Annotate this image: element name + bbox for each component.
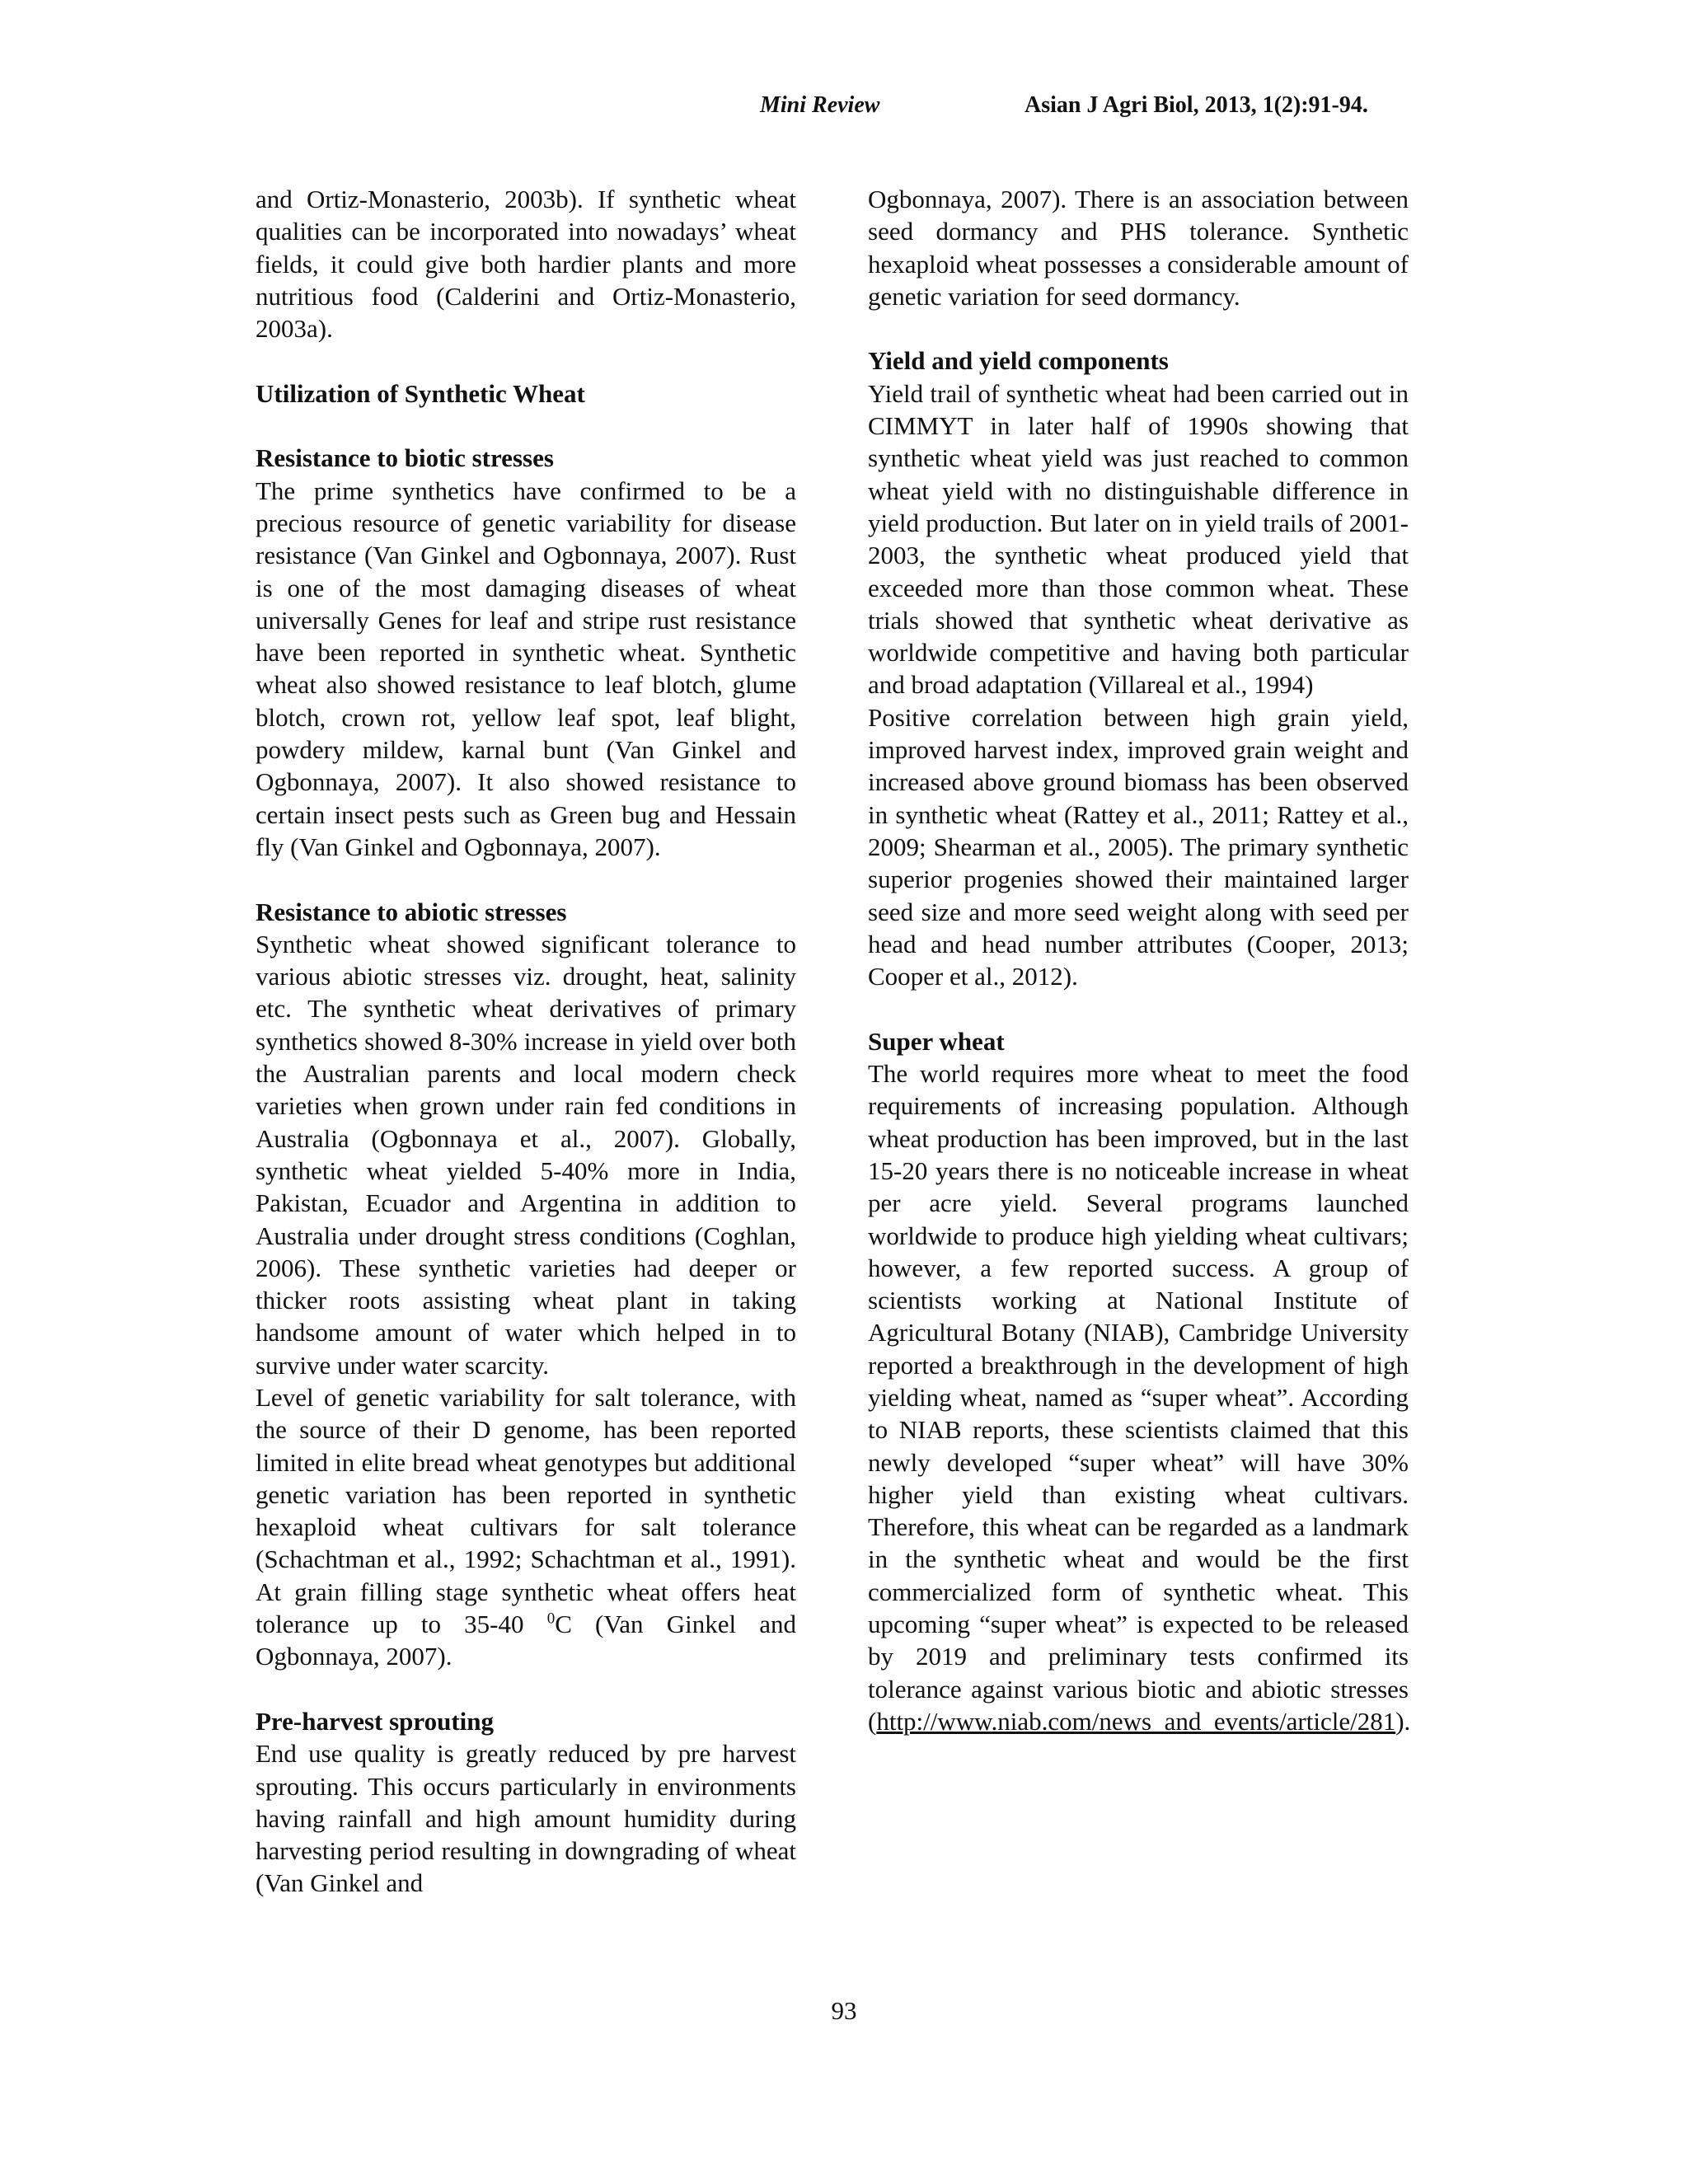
section-label: Mini Review	[760, 92, 880, 118]
abiotic-paragraph-2	[256, 1381, 796, 1673]
spacer	[868, 312, 1409, 344]
spacer	[256, 344, 796, 377]
super-wheat-text: The world requires more wheat to meet the food requirements of increasing population. Although wheat production has been improved, but in the last 15-20 years there is no noticeable increase in wheat per acre yield. Several programs launched worldwide to produce high yielding wheat cultivars; however, a few reported success. A group of scientists working at National Institute of Agricultural Botany (NIAB), Cambridge University reported a breakthrough in the development of high yielding wheat, named as “super wheat”. According to NIAB reports, these scientists claimed that this newly developed “super wheat” will have 30% higher yield than existing wheat cultivars. Therefore, this wheat can be regarded as a landmark in the synthetic wheat and would be the first commercialized form of synthetic wheat. This upcoming “super wheat” is expected to be released by 2019 and preliminary tests confirmed its tolerance against various biotic and abiotic stresses (	[868, 1059, 1409, 1736]
yield-paragraph-1: Yield trail of synthetic wheat had been carried out in CIMMYT in later half of 1990s showing that synthetic wheat yield was just reached to common wheat yield with no distinguishable difference in yield production. But later on in yield trails of 2001-2003, the synthetic wheat produced yield that exceeded more than those common wheat. These trials showed that synthetic wheat derivative as worldwide competitive and having both particular and broad adaptation (Villareal et al., 1994)	[868, 378, 1409, 700]
biotic-paragraph: The prime synthetics have confirmed to be a precious resource of genetic variability for disease resistance (Van Ginkel and Ogbonnaya, 2007). Rust is one of the most damaging diseases of wheat universally Genes for leaf and stripe rust resistance have been reported in synthetic wheat. Synthetic wheat also showed resistance to leaf blotch, glume blotch, crown rot, yellow leaf spot, leaf blight, powdery mildew, karnal bunt (Van Ginkel and Ogbonnaya, 2007). It also showed resistance to certain insect pests such as Green bug and Hessain fly (Van Ginkel and Ogbonnaya, 2007).	[256, 476, 796, 861]
intro-paragraph-tail: and Ortiz-Monasterio, 2003b). If synthetic wheat qualities can be incorporated into nowadays’ wheat fields, it could give both hardier plants and more nutritious food (Calderini and Ortiz-Monasterio, 2003a).	[256, 185, 796, 344]
spacer	[256, 410, 796, 442]
section-heading-utilization: Utilization of Synthetic Wheat	[256, 378, 585, 408]
spacer	[256, 863, 796, 895]
journal-citation: Asian J Agri Biol, 2013, 1(2):91-94.	[1025, 92, 1368, 118]
sprouting-paragraph-tail: Ogbonnaya, 2007). There is an association between seed dormancy and PHS tolerance. Synthetic hexaploid wheat possesses a considerable amount of genetic variation for seed dormancy.	[868, 185, 1409, 311]
super-wheat-end: ).	[1395, 1706, 1411, 1736]
subheading-sprouting: Pre-harvest sprouting	[256, 1706, 495, 1736]
abiotic-text-a: Level of genetic variability for salt tolerance, with the source of their D genome, has been reported limited in elite bread wheat genotypes but additional genetic variation has been reported in synthetic hexaploid wheat cultivars for salt tolerance (Schachtman et al., 1992; Schachtman et al., 1991). At grain filling stage synthetic wheat offers heat tolerance up to 35-40	[256, 1382, 796, 1639]
sprouting-paragraph: End use quality is greatly reduced by pre harvest sprouting. This occurs particularly in environments having rainfall and high amount humidity during harvesting period resulting in downgrading of wheat (Van Ginkel and	[256, 1739, 796, 1898]
left-column	[256, 183, 796, 1900]
super-wheat-paragraph	[868, 1057, 1409, 1737]
subheading-yield: Yield and yield components	[868, 346, 1169, 376]
abiotic-paragraph-1: Synthetic wheat showed significant tolerance to various abiotic stresses viz. drought, heat, salinity etc. The synthetic wheat derivatives of primary synthetics showed 8-30% increase in yield over both the Australian parents and local modern check varieties when grown under rain fed conditions in Australia (Ogbonnaya et al., 2007). Globally, synthetic wheat yielded 5-40% more in India, Pakistan, Ecuador and Argentina in addition to Australia under drought stress conditions (Coghlan, 2006). These synthetic varieties had deeper or thicker roots assisting wheat plant in taking handsome amount of water which helped in to survive under water scarcity.	[256, 929, 796, 1380]
running-header	[0, 92, 1688, 125]
spacer	[868, 992, 1409, 1024]
subheading-biotic: Resistance to biotic stresses	[256, 443, 554, 473]
niab-link[interactable]: http://www.niab.com/news_and_events/article/281	[876, 1706, 1396, 1736]
degree-superscript: 0	[546, 1610, 556, 1628]
page-number: 93	[831, 1996, 857, 2025]
right-column	[868, 183, 1409, 1737]
subheading-abiotic: Resistance to abiotic stresses	[256, 897, 567, 926]
abiotic-text-b: C (Van Ginkel and Ogbonnaya, 2007).	[256, 1610, 797, 1671]
subheading-super-wheat: Super wheat	[868, 1026, 1005, 1056]
spacer	[256, 1673, 796, 1705]
yield-paragraph-2: Positive correlation between high grain yield, improved harvest index, improved grain weight and increased above ground biomass has been observed in synthetic wheat (Rattey et al., 2011; Rattey et al., 2009; Shearman et al., 2005). The primary synthetic superior progenies showed their maintained larger seed size and more seed weight along with seed per head and head number attributes (Cooper, 2013; Cooper et al., 2012).	[868, 702, 1409, 991]
